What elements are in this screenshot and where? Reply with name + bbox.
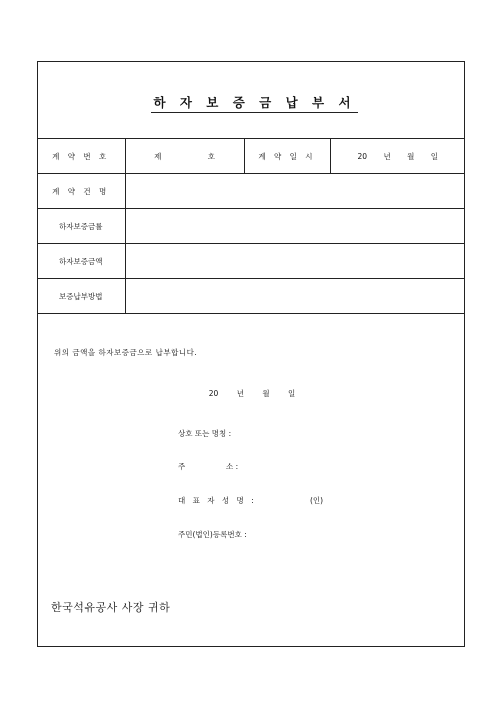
company-name-field[interactable] [178, 428, 231, 439]
signature-date-field[interactable]: 20 년 월 일 [208, 389, 296, 398]
payment-statement: 위의 금액을 하자보증금으로 납부합니다. [54, 348, 198, 357]
payment-method-row [37, 279, 465, 314]
representative-name-label: 대 표 자 성 명 : [178, 496, 257, 505]
contract-info-table [37, 138, 465, 314]
payment-method-label: 보증납부방법 [37, 279, 125, 314]
deposit-amount-field[interactable] [125, 244, 465, 279]
address-label-first: 주 [178, 462, 186, 471]
deposit-payment-form [37, 61, 465, 647]
company-name-label: 상호 또는 명칭 : [178, 429, 232, 438]
contract-number-row [37, 139, 465, 174]
contract-number-label: 계 약 번 호 [37, 139, 125, 174]
deposit-amount-label: 하자보증금액 [37, 244, 125, 279]
form-title: 하 자 보 증 금 납 부 서 [38, 93, 466, 113]
payment-method-field[interactable] [125, 279, 465, 314]
contract-date-label: 계 약 일 시 [244, 139, 330, 174]
deposit-rate-field[interactable] [125, 209, 465, 244]
representative-name-field[interactable] [178, 495, 324, 506]
contract-number-field[interactable]: 제 호 [125, 139, 244, 174]
contract-name-label: 계 약 건 명 [37, 174, 125, 209]
contract-name-field[interactable] [125, 174, 465, 209]
deposit-amount-row [37, 244, 465, 279]
registration-number-label: 주민(법인)등록번호 : [178, 530, 247, 539]
contract-name-row [37, 174, 465, 209]
address-label-second: 소 : [226, 462, 239, 471]
recipient-line: 한국석유공사 사장 귀하 [51, 601, 171, 614]
deposit-rate-label: 하자보증금률 [37, 209, 125, 244]
contract-date-field[interactable]: 20 년 월 일 [330, 139, 465, 174]
deposit-rate-row [37, 209, 465, 244]
registration-number-field[interactable] [178, 529, 247, 540]
address-field[interactable] [178, 461, 238, 472]
seal-mark: (인) [310, 496, 324, 505]
